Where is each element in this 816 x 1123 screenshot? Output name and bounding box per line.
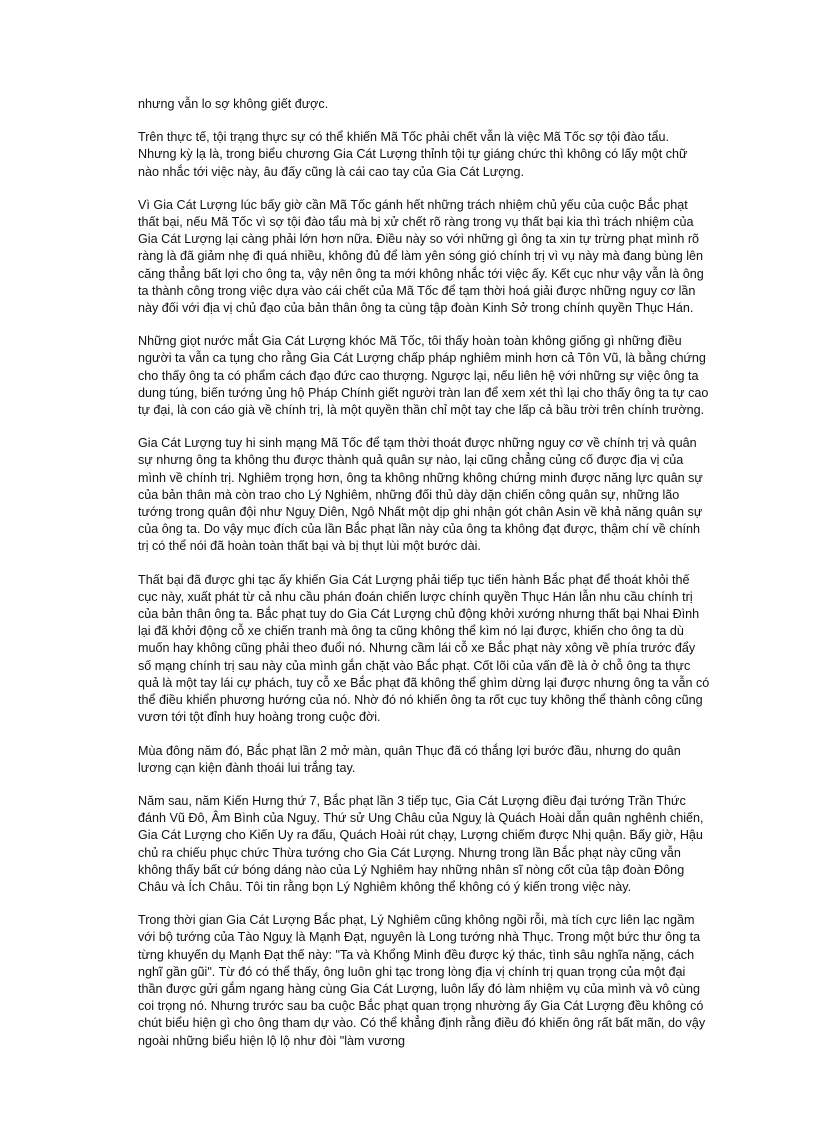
paragraph-5: Gia Cát Lượng tuy hi sinh mạng Mã Tốc để tạm thời thoát được những nguy cơ về chính trị và quân sự nhưng ông ta không thu được thành quả quân sự nào, lại cũng chẳng củng cố được địa vị của mình về chính trị. Nghiêm trọng hơn, ông ta không những không chứng minh được năng lực quân sự của bản thân mà còn trao cho Lý Nghiêm, những đối thủ dày dặn chiến công quân sự, những lão tướng trong quân đội như Nguỵ Diên, Ngô Nhất một dịp ghi nhận gót chân Asin về khả năng quân sự của ông ta. Do vậy mục đích của lần Bắc phạt lần này của ông ta không đạt được, thậm chí về chính trị có thể nói đã hoàn toàn thất bại và bị thụt lùi một bước dài. (138, 436, 703, 554)
document-page (138, 96, 710, 1066)
paragraph-8: Năm sau, năm Kiến Hưng thứ 7, Bắc phạt lần 3 tiếp tục, Gia Cát Lượng điều đại tướng Trần Thức đánh Vũ Đô, Âm Bình của Nguỵ. Thứ sử Ung Châu của Nguỵ là Quách Hoài dẫn quân nghênh chiến, Gia Cát Lượng cho Kiến Uy ra đấu, Quách Hoài rút chạy, Lượng chiếm được Nhị quận. Bấy giờ, Hậu chủ ra chiếu phục chức Thừa tướng cho Gia Cát Lượng. Nhưng trong lần Bắc phạt này cũng vẫn không thấy bất cứ bóng dáng nào của Lý Nghiêm hay những nhân sĩ nòng cốt của tập đoàn Đông Châu và Ích Châu. Tôi tin rằng bọn Lý Nghiêm không thể không có ý kiến trong việc này. (138, 793, 704, 894)
paragraph-9: Trong thời gian Gia Cát Lượng Bắc phạt, Lý Nghiêm cũng không ngồi rỗi, mà tích cực liên lạc ngầm với bộ tướng của Tào Nguỵ là Mạnh Đạt, nguyên là Long tướng nhà Thục. Trong một bức thư ông ta từng khuyến dụ Mạnh Đạt thế này: "Ta và Khổng Minh đều được ký thác, tình sâu nghĩa nặng, cách nghĩ gần gũi". Từ đó có thể thấy, ông luôn ghi tạc trong lòng địa vị chính trị quan trọng của một đại thần được gửi gắm ngang hàng cùng Gia Cát Lượng, luôn lấy đó làm nhiệm vụ của mình và vô cùng coi trọng nó. Nhưng trước sau ba cuộc Bắc phạt quan trọng nhường ấy Gia Cát Lượng đều không có chút biểu hiện gì cho ông tham dự vào. Có thể khẳng định rằng điều đó khiến ông rất bất mãn, do vậy ngoài những biểu hiện lộ lộ như đòi "làm vương (138, 913, 706, 1048)
paragraph-1: nhưng vẫn lo sợ không giết được. (138, 97, 329, 111)
paragraph-6: Thất bại đã được ghi tạc ấy khiến Gia Cát Lượng phải tiếp tục tiến hành Bắc phạt để thoát khỏi thế cục này, xuất phát từ cả nhu cầu phán đoán chiến lược chính quyền Thục Hán lẫn nhu cầu chính trị của bản thân ông ta. Bắc phạt tuy do Gia Cát Lượng chủ động khởi xướng nhưng thất bại Nhai Đình lại đã khởi động cỗ xe chiến tranh mà ông ta cũng không thể kìm nó lại được, khiến cho ông ta dù muốn hay không cũng phải theo đuổi nó. Nhưng cầm lái cỗ xe Bắc phạt này xông về phía trước đẩy số mạng chính trị sau này của mình gắn chặt vào Bắc phạt. Cốt lõi của vấn đề là ở chỗ ông ta thực quả là một tay lái cự phách, tuy cỗ xe Bắc phạt đã không thể ghìm dừng lại được nhưng ông ta vẫn có thể điều khiển phương hướng của nó. Nhờ đó nó khiến ông ta rốt cục tuy không thể thành công cũng vươn tới tột đỉnh huy hoàng trong cuộc đời. (138, 572, 710, 725)
paragraph-7: Mùa đông năm đó, Bắc phạt lần 2 mở màn, quân Thục đã có thắng lợi bước đầu, nhưng do quân lương cạn kiện đành thoái lui trắng tay. (138, 743, 681, 775)
paragraph-4: Những giọt nước mắt Gia Cát Lượng khóc Mã Tốc, tôi thấy hoàn toàn không giống gì những điều người ta vẫn ca tụng cho rằng Gia Cát Lượng chấp pháp nghiêm minh hơn cả Tôn Vũ, là bằng chứng cho thấy ông ta có phẩm cách đạo đức cao thượng. Ngược lại, nếu liên hệ với những sự việc ông ta dung túng, biến tướng ủng hộ Pháp Chính giết người tràn lan để xem xét thì lại cho thấy ông ta tự cao tự đại, là con cáo già về chính trị, là một quyền thần chỉ một tay che lấp cả bầu trời trên chính trường. (138, 334, 709, 418)
paragraph-3: Vì Gia Cát Lượng lúc bấy giờ cần Mã Tốc gánh hết những trách nhiệm chủ yếu của cuộc Bắc phạt thất bại, nếu Mã Tốc vì sợ tội đào tẩu mà bị xử chết rõ ràng trong vụ thất bại kia thì trách nhiệm của Gia Cát Lượng lại càng phải lớn hơn nữa. Điều này so với những gì ông ta xin tự trừng phạt mình rõ ràng là đã giảm nhẹ đi quá nhiều, không đủ để làm yên sóng gió chính trị vì vụ này mà đang bùng lên căng thẳng bất lợi cho ông ta, vậy nên ông ta mới không nhắc tới việc ấy. Kết cục như vậy vẫn là ông ta thành công trong việc dựa vào cái chết của Mã Tốc để tạm thời hoá giải được những nguy cơ lần này đối với địa vị chủ đạo của bản thân ông ta cùng tập đoàn Kinh Sở trong chính quyền Thục Hán. (138, 197, 704, 316)
paragraph-2: Trên thực tế, tội trạng thực sự có thể khiến Mã Tốc phải chết vẫn là việc Mã Tốc sợ tội đào tẩu. Nhưng kỳ lạ là, trong biểu chương Gia Cát Lượng thỉnh tội tự giáng chức thì không có lấy một chữ nào nhắc tới việc này, âu đấy cũng là cái cao tay của Gia Cát Lượng. (138, 130, 688, 179)
